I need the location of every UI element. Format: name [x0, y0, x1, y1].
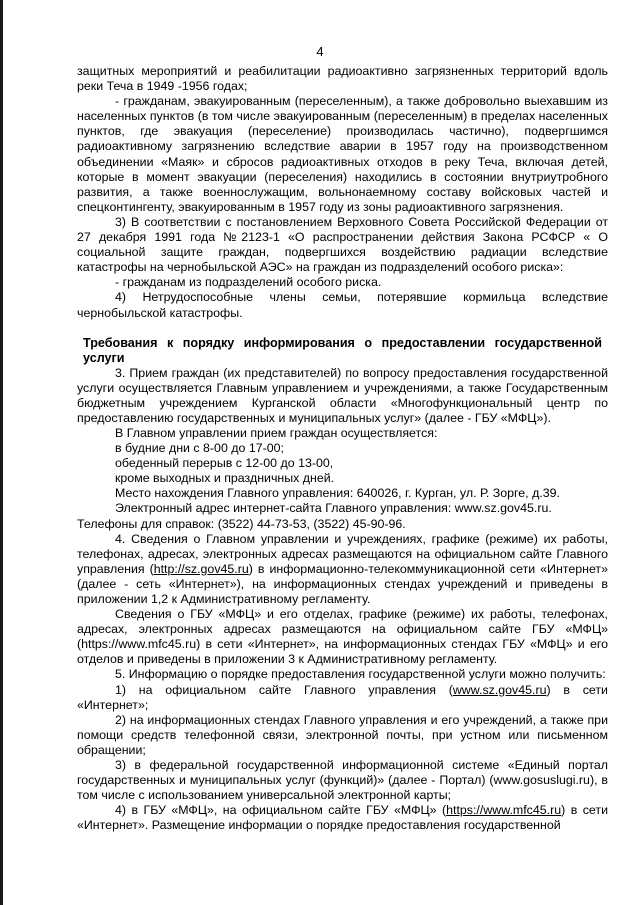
paragraph-resolution: 3) В соответствии с постановлением Верховного Совета Российской Федерации от 27 декабря 1991 года №2123-1 «О распространении действия Закона РСФСР « О социальной защите граждан, подвергшихся воздействию радиации вследствие катастрофы на чернобыльской АЭС» на граждан из подразделений особого риска»:: [77, 214, 608, 275]
paragraph-evacuated: - гражданам, эвакуированным (переселенным), а также добровольно выехавшим из населенных пунктов (в том числе эвакуированным (переселенным) в пределах населенных пунктов, где эвакуация (переселение) производилась частично), подвергшимся радиоактивному загрязнению вследствие аварии в 1957 году на производственном объединении «Маяк» и сбросов радиоактивных отходов в реку Теча, включая детей, которые в момент эвакуации (переселения) находились в состоянии внутриутробного развития, а также военнослужащим, вольнонаемному составу войсковых частей и спецконтингенту, эвакуированным в 1957 году из зоны радиоактивного загрязнения.: [77, 94, 608, 214]
paragraph-continuation: защитных мероприятий и реабилитации радиоактивно загрязненных территорий вдоль реки Теча в 1949 -1956 годах;: [77, 64, 608, 94]
page-number: 4: [316, 44, 324, 59]
text-segment: ) в сети «Интернет»;: [77, 682, 608, 712]
paragraph-website: Электронный адрес интернет-сайта Главного управления: www.sz.gov45.ru.: [115, 501, 552, 516]
paragraph-item-1: [77, 683, 608, 713]
paragraph-reception: 3. Прием граждан (их представителей) по вопросу предоставления государственной услуги осуществляется Главным управлением и учреждениями, а также Государственным бюджетным учреждением Курганской области «Многофункциональный центр по предоставлению государственных и муниципальных услуг» (далее - ГБУ «МФЦ»).: [77, 365, 608, 425]
paragraph-item-4: [77, 803, 608, 833]
section-heading: Требования к порядку информирования о предоставлении государственной услуги: [83, 335, 602, 365]
paragraph-family-members: 4) Нетрудоспособные члены семьи, потерявшие кормильца вследствие чернобыльской катастрофы.: [77, 290, 608, 320]
paragraph-lunch-break: обеденный перерыв с 12-00 до 13-00,: [115, 456, 334, 471]
link-sz-gov45[interactable]: http://sz.gov45.ru: [153, 561, 249, 576]
paragraph-item-2: 2) на информационных стендах Главного управления и его учреждений, а также при помощи средств телефонной связи, электронной почты, при устном или письменном обращении;: [77, 712, 608, 757]
document-body: [77, 64, 608, 834]
text-segment: 4. Сведения о Главном управлении и учреждениях, графике (режиме) их работы, телефонах, адресах, электронных адресах размещаются на официальном сайте Главного управления (: [77, 531, 608, 576]
paragraph-item-3: 3) в федеральной государственной информационной системе «Единый портал государственных и муниципальных услуг (функций)» (далее - Портал) (www.gosuslugi.ru), в том числе с использованием универсальной электронной карты;: [77, 758, 608, 803]
paragraph-info-placement: [77, 532, 608, 607]
paragraph-phones: Телефоны для справок: (3522) 44-73-53, (3522) 45-90-96.: [77, 516, 406, 531]
paragraph-weekdays: в будние дни с 8-00 до 17-00;: [115, 441, 284, 456]
paragraph-schedule-intro: В Главном управлении прием граждан осуществляется:: [115, 425, 438, 440]
link-www-sz-gov45[interactable]: www.sz.gov45.ru: [452, 682, 547, 697]
paragraph-mfc-info: Сведения о ГБУ «МФЦ» и его отделах, графике (режиме) их работы, телефонах, адресах, электронных адресах размещаются на официальном сайте ГБУ «МФЦ» (https://www.mfc45.ru) в сети «Интернет», на информационных стендах ГБУ «МФЦ» и его отделов и приведены в приложении 3 к Административному регламенту.: [77, 607, 608, 667]
text-segment: ) в сети «Интернет». Размещение информации о порядке предоставления государственной: [77, 803, 608, 833]
paragraph-how-to-get-info: 5. Информацию о порядке предоставления государственной услуги можно получить:: [115, 667, 606, 682]
paragraph-risk-units: - гражданам из подразделений особого риска.: [115, 275, 382, 290]
scan-edge-shadow: [0, 0, 3, 905]
paragraph-holidays: кроме выходных и праздничных дней.: [115, 471, 335, 486]
text-segment: ) в информационно-телекоммуникационной сети «Интернет» (далее - сеть «Интернет»), на информационных стендах учреждений и приведены в приложении 1,2 к Административному регламенту.: [77, 561, 608, 606]
text-segment: 1) на официальном сайте Главного управления (: [115, 682, 453, 697]
link-mfc45[interactable]: https://www.mfc45.ru: [446, 803, 562, 818]
paragraph-address: Место нахождения Главного управления: 640026, г. Курган, ул. Р. Зорге, д.39.: [115, 486, 560, 501]
text-segment: 4) в ГБУ «МФЦ», на официальном сайте ГБУ «МФЦ» (: [115, 803, 447, 818]
